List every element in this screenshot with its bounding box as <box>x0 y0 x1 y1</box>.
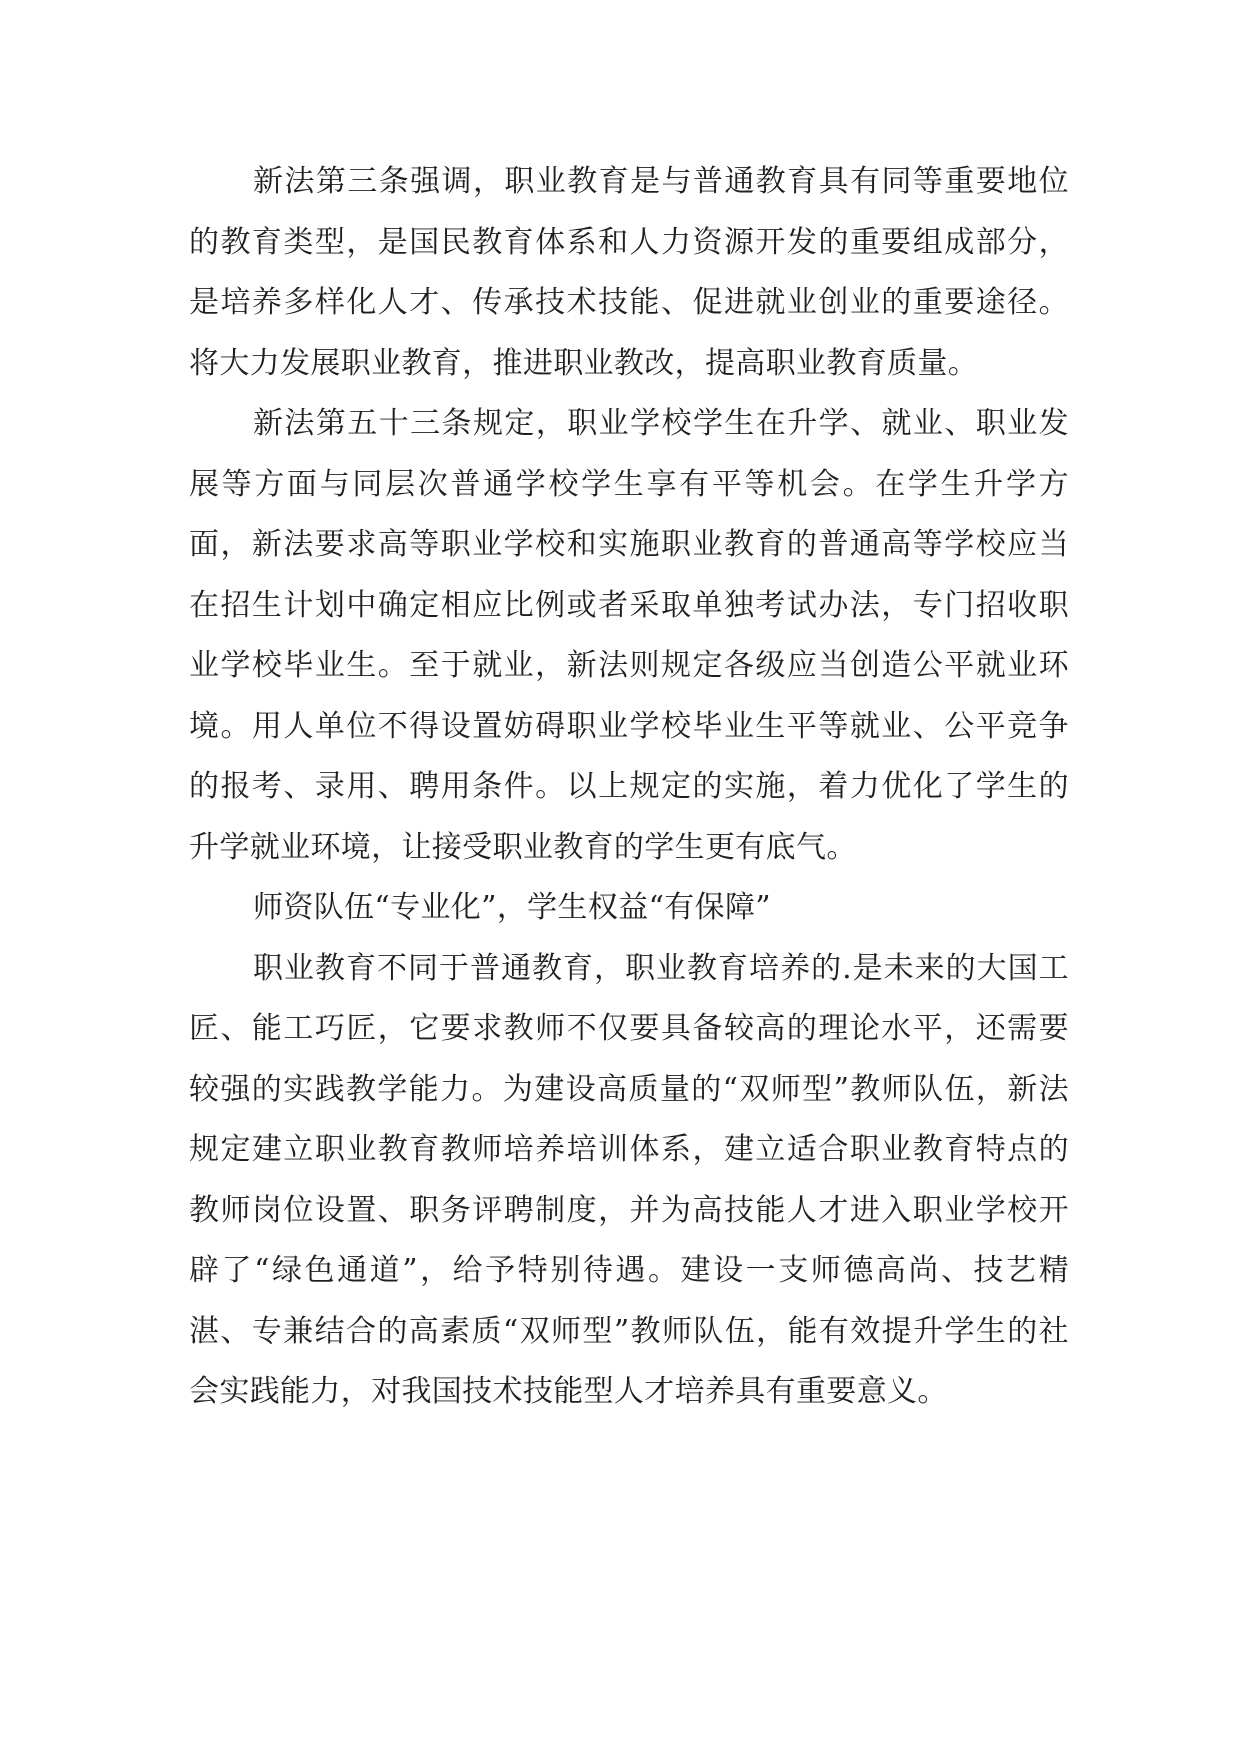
document-body <box>189 152 1069 1423</box>
paragraph-article-53: 新法第五十三条规定，职业学校学生在升学、就业、职业发展等方面与同层次普通学校学生享有平等机会。在学生升学方面，新法要求高等职业学校和实施职业教育的普通高等学校应当在招生计划中确定相应比例或者采取单独考试办法，专门招收职业学校毕业生。至于就业，新法则规定各级应当创造公平就业环境。用人单位不得设置妨碍职业学校毕业生平等就业、公平竞争的报考、录用、聘用条件。以上规定的实施，着力优化了学生的升学就业环境，让接受职业教育的学生更有底气。 <box>189 406 1069 865</box>
paragraph-article-3: 新法第三条强调，职业教育是与普通教育具有同等重要地位的教育类型，是国民教育体系和人力资源开发的重要组成部分，是培养多样化人才、传承技术技能、促进就业创业的重要途径。将大力发展职业教育，推进职业教改，提高职业教育质量。 <box>189 164 1069 381</box>
section-heading: 师资队伍“专业化”，学生权益“有保障” <box>253 890 771 925</box>
paragraph-teachers: 职业教育不同于普通教育，职业教育培养的.是未来的大国工匠、能工巧匠，它要求教师不仅要具备较高的理论水平，还需要较强的实践教学能力。为建设高质量的“双师型”教师队伍，新法规定建立职业教育教师培养培训体系，建立适合职业教育特点的教师岗位设置、职务评聘制度，并为高技能人才进入职业学校开辟了“绿色通道”，给予特别待遇。建设一支师德高尚、技艺精湛、专兼结合的高素质“双师型”教师队伍，能有效提升学生的社会实践能力，对我国技术技能型人才培养具有重要意义。 <box>189 950 1069 1409</box>
